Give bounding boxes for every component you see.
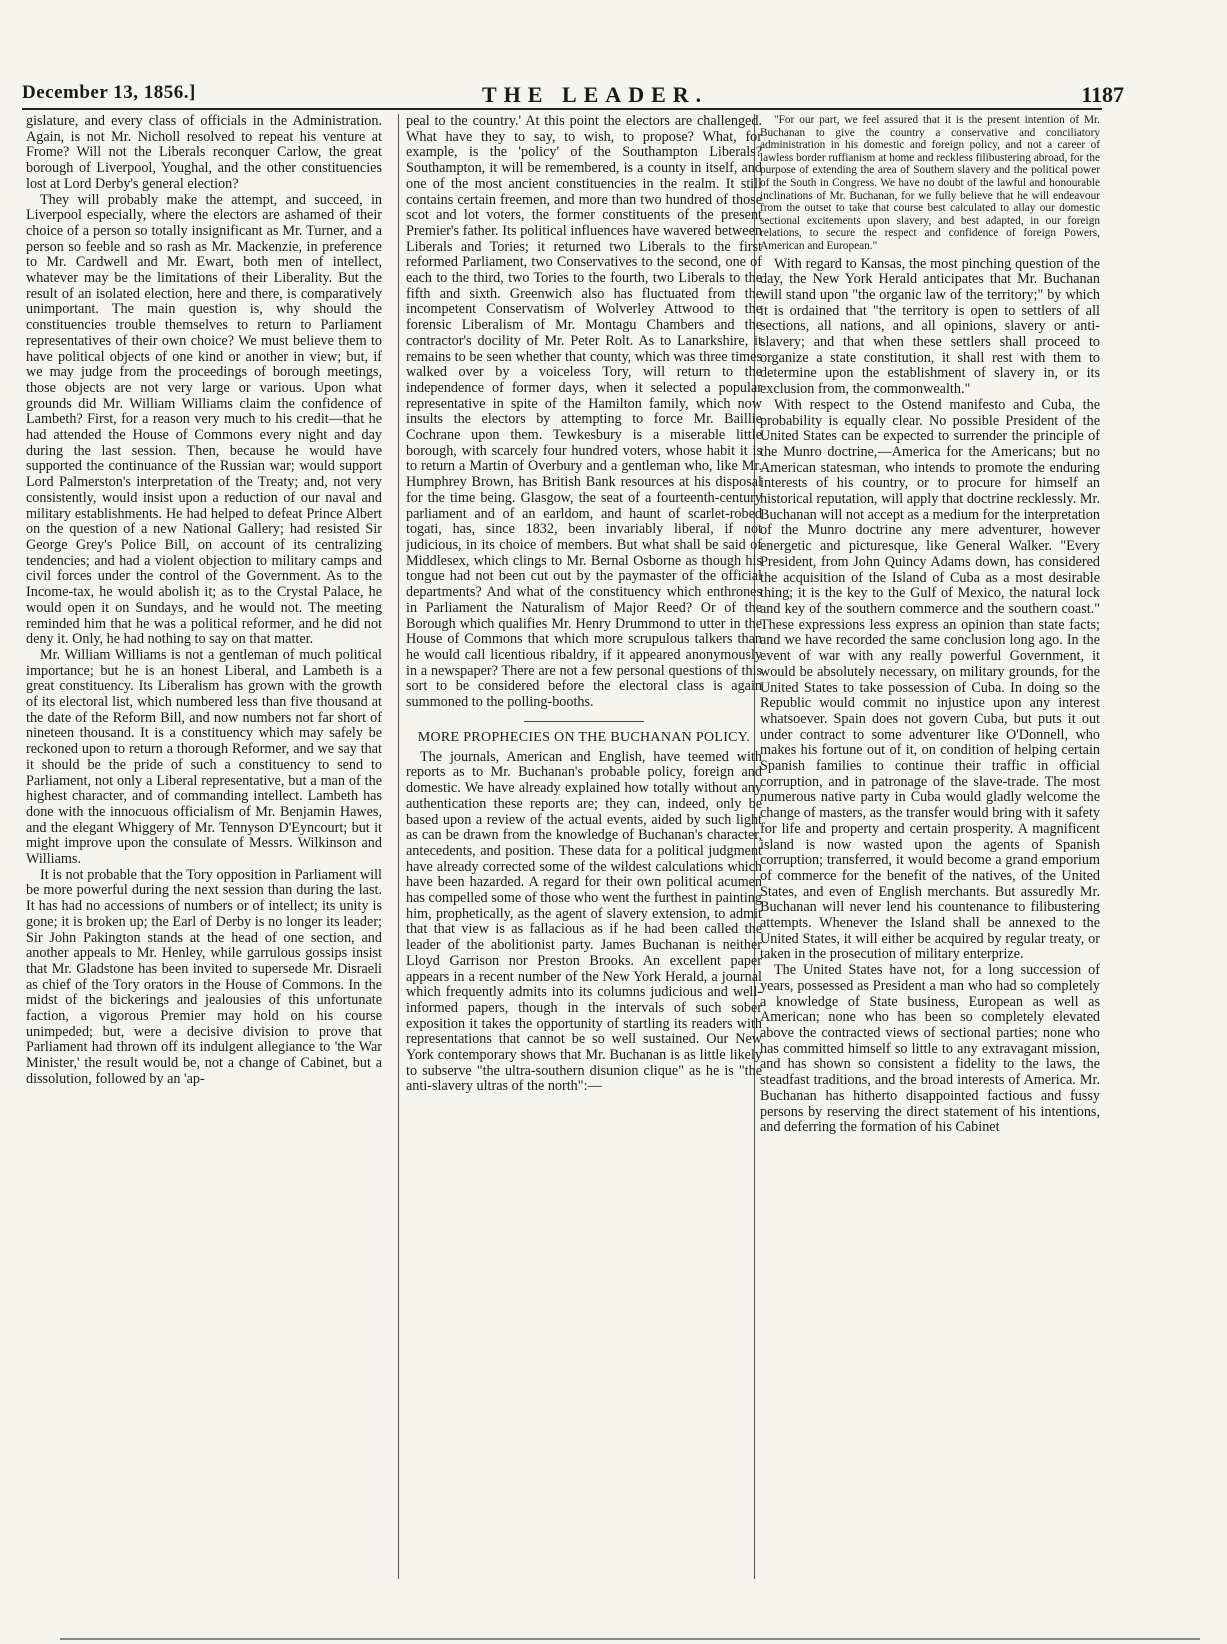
article-title: MORE PROPHECIES ON THE BUCHANAN POLICY.	[417, 729, 751, 745]
column-divider-1	[398, 114, 399, 1579]
paragraph: With respect to the Ostend manifesto and Cuba, the probability is equally clear. No possible President of the United States can be expected to surrender the principle of the Munro doctrine,—America for the Americans; but no American statesman, who intends to promote the enduring interests of his country, or to procure for himself an historical reputation, will apply that doctrine recklessly. Mr. Buchanan will not accept as a medium for the interpretation of the Munro doctrine any mere adventurer, however energetic and picturesque, like General Walker. "Every President, from John Quincy Adams down, has considered the acquisition of the Island of Cuba as a most desirable thing; it is the key to the Gulf of Mexico, the natural lock and key of the southern commerce and the southern coast." These expressions less express an opinion than state facts; and we have recorded the same conclusion long ago. In the event of war with any really powerful Government, it would be absolutely necessary, on military grounds, for the United States to take possession of Cuba. In doing so the Republic would commit no injustice upon any interest whatsoever. Spain does not govern Cuba, but puts it out under contract to some adventurer like O'Donnell, who makes his fortune out of it, on condition of helping certain Spanish families to continue their traffic in official corruption, and in patronage of the slave-trade. The most numerous native party in Cuba would gladly welcome the change of masters, as the transfer would bring with it safety for life and property and certain prosperity. A magnificent island is now wasted upon the agents of Spanish corruption; transferred, it would become a grand emporium of commerce for the benefit of the natives, of the United States, and even of English merchants. But assuredly Mr. Buchanan will never lend his countenance to filibustering attempts. Whenever the Island shall be annexed to the United States, it will either be acquired by regular treaty, or taken in the prosecution of military enterprize.	[760, 396, 1100, 963]
paragraph: It is not probable that the Tory opposition in Parliament will be more powerful during the next session than during the last. It has had no accessions of numbers or of intellect; its unity is gone; it is broken up; the Earl of Derby is no longer its leader; Sir John Pakington stands at the head of one section, and another appeals to Mr. Henley, while garrulous gossips insist that Mr. Gladstone has been invited to supersede Mr. Disraeli as chief of the Tory orators in the House of Commons. In the midst of the bickerings and jealousies of this unfortunate faction, a vigorous Premier may hold on his course unimpeded; but, were a decisive division to prove that Parliament had thrown off its indulgent allegiance to 'the War Minister,' the result would be, not a change of Cabinet, but a dissolution, followed by an 'ap-	[26, 866, 382, 1087]
paragraph: peal to the country.' At this point the electors are challenged. What have they to say, to wish, to propose? What, for example, is the 'policy' of the Southampton Liberals? Southampton, it will be remembered, is a county in itself, and one of the most ancient constituencies in the realm. It still contains certain freemen, and more than two hundred of those scot and lot voters, the former constituents of the present Premier's father. Its political influences have wavered between Liberals and Tories; it returned two Liberals to the first reformed Parliament, two Conservatives to the second, one of each to the third, two Tories to the fourth, two Liberals to the fifth and sixth. Greenwich also has fluctuated from the incompetent Conservatism of Wolverley Attwood to the forensic Liberalism of Mr. Montagu Chambers and the contractor's docility of Mr. Peter Rolt. As to Lanarkshire, it remains to be seen whether that county, which was three times walked over by a voiceless Tory, will return to the independence of former days, when it selected a popular representative in spite of the Hamilton family, which now insults the electors by attempting to force Mr. Baillie Cochrane upon them. Tewkesbury is a miserable little borough, with scarcely four hundred voters, whose habit it is to return a Martin of Overbury and a gentleman who, like Mr. Humphrey Brown, has British Bank resources at his disposal for the time being. Glasgow, the seat of a fourteenth-century parliament and of an earldom, and haunt of scarlet-robed togati, has, since 1832, been invariably liberal, if not judicious, in its choice of members. But what shall be said of Middlesex, which clings to Mr. Bernal Osborne as though his tongue had not been cut out by the paymaster of the official departments? And what of the constituency which enthrones in Parliament the Naturalism of Major Reed? Or of the Borough which qualifies Mr. Henry Drummond to utter in the House of Commons that which more scrupulous talkers than he would call licentious ribaldry, if it appeared anonymously in a newspaper? There are not a few personal questions of this sort to be considered before the electoral class is again summoned to the polling-booths.	[406, 114, 762, 711]
column-3	[760, 114, 1100, 1584]
bottom-edge-rule	[60, 1638, 1200, 1640]
paragraph: The United States have not, for a long succession of years, possessed as President a man who had so completely a knowledge of State business, European as well as American; none who has been so completely elevated above the contracted views of sectional parties; none who has committed himself so little to any extravagant mission, and has shown so consistent a fidelity to the laws, the steadfast traditions, and the broad interests of America. Mr. Buchanan has hitherto disappointed factious and fussy persons by reserving the direct statement of his intentions, and deferring the formation of his Cabinet	[760, 962, 1100, 1136]
paragraph: With regard to Kansas, the most pinching question of the day, the New York Herald anticipates that Mr. Buchanan will stand upon "the organic law of the territory;" by which it is ordained that "the territory is open to settlers of all sections, all nations, and all opinions, slavery or anti-slavery; and that when these settlers shall proceed to organize a state constitution, it shall rest with them to determine upon the establishment of slavery in, or its exclusion from, the commonwealth."	[760, 255, 1100, 398]
column-1	[26, 114, 382, 1584]
page-header	[22, 82, 1124, 107]
column-2	[406, 114, 762, 1584]
paragraph: Mr. William Williams is not a gentleman of much political importance; but he is an honest Liberal, and Lambeth is a great constituency. Its Liberalism has grown with the growth of its electoral list, which numbered less than five thousand at the date of the Reform Bill, and now numbers not far short of nineteen thousand. It is a constituency which may safely be reckoned upon to return a thorough Reformer, and we say that it should be the pride of such a constituency to send to Parliament, not only a Liberal representative, but a man of the highest character, and of commanding intellect. Lambeth has done with the innocuous officialism of Mr. Benjamin Hawes, and the elegant Whiggery of Mr. Tennyson D'Eyncourt; but it might improve upon the consulate of Messrs. Wilkinson and Williams.	[26, 646, 382, 868]
paragraph: The journals, American and English, have teemed with reports as to Mr. Buchanan's probable policy, foreign and domestic. We have already explained how totally without any authentication these reports are; they can, indeed, only be based upon a review of the actual events, aided by such light as can be drawn from the knowledge of Buchanan's character, antecedents, and position. These data for a political judgment have already corrected some of the wildest calculations which have been hazarded. A regard for their own political acumen has compelled some of those who went the furthest in painting him, prophetically, as the agent of slavery extension, to admit that that view is as fallacious as if he had been called the leader of the abolitionist party. James Buchanan is neither Lloyd Garrison nor Preston Brooks. An excellent paper appears in a recent number of the New York Herald, a journal which frequently admits into its columns judicious and well-informed papers, though in the intervals of such sober exposition it takes the opportunity of startling its readers with representations that cannot be so well sustained. Our New York contemporary shows that Mr. Buchanan is as little likely to subserve "the ultra-southern disunion clique" as he is "the anti-slavery ultras of the north":—	[406, 748, 762, 1095]
block-quote: "For our part, we feel assured that it is the present intention of Mr. Buchanan to give the country a conservative and conciliatory administration in his domestic and foreign policy, and not a career of lawless border ruffianism at home and reckless filibustering abroad, for the purpose of extending the area of Southern slavery and the political power of the South in Congress. We have no doubt of the lawful and honourable inclinations of Mr. Buchanan, for we fully believe that he will endeavour from the outset to take that course best calculated to allay our domestic sectional excitements upon slavery, and best adapted, in our foreign relations, to secure the respect and confidence of foreign Powers, American and European."	[760, 114, 1100, 252]
paragraph: They will probably make the attempt, and succeed, in Liverpool especially, where the electors are ashamed of their choice of a person so totally insignificant as Mr. Turner, and a person so feeble and so rash as Mr. Mackenzie, in preference to Mr. Cardwell and Mr. Ewart, both men of intellect, whatever may be the limitations of their Liberality. But the result of an isolated election, here and there, is comparatively unimportant. The main question is, why should the constituencies trouble themselves to return to Parliament representatives of their own choice? We must believe them to have political objects of one kind or another in view; but, if we may judge from the proceedings of borough meetings, those objects are not very large or various. Upon what grounds did Mr. William Williams claim the confidence of Lambeth? First, for a reason very much to his credit—that he had attended the House of Commons every night and day during the last session. Then, because he would have supported the continuance of the Russian war; would support Lord Palmerston's interpretation of the Treaty; and, not very consistently, would insist upon a reduction of our naval and military establishments. He had helped to defeat Prince Albert on the question of a new National Gallery; had resisted Sir George Grey's Police Bill, on account of its centralizing tendencies; and had a violent objection to military camps and civil forces under the control of the Government. As to the Income-tax, he would abolish it; as to the Crystal Palace, he would open it on Sundays, and he would not. The meeting reminded him that he was a political reformer, and he did not deny it. Only, he had nothing to say on that matter.	[26, 191, 382, 648]
paragraph: gislature, and every class of officials in the Administration. Again, is not Mr. Nicholl resolved to repeat his venture at Frome? Will not the Liberals reconquer Carlow, the great borough of Liverpool, Youghal, and the other constituencies lost at Lord Derby's general election?	[26, 114, 382, 192]
page-number: 1187	[1081, 82, 1124, 107]
article-separator	[524, 721, 644, 722]
issue-date: December 13, 1856.]	[22, 82, 196, 103]
newspaper-title: THE LEADER.	[482, 82, 709, 107]
header-rule	[22, 108, 1102, 110]
